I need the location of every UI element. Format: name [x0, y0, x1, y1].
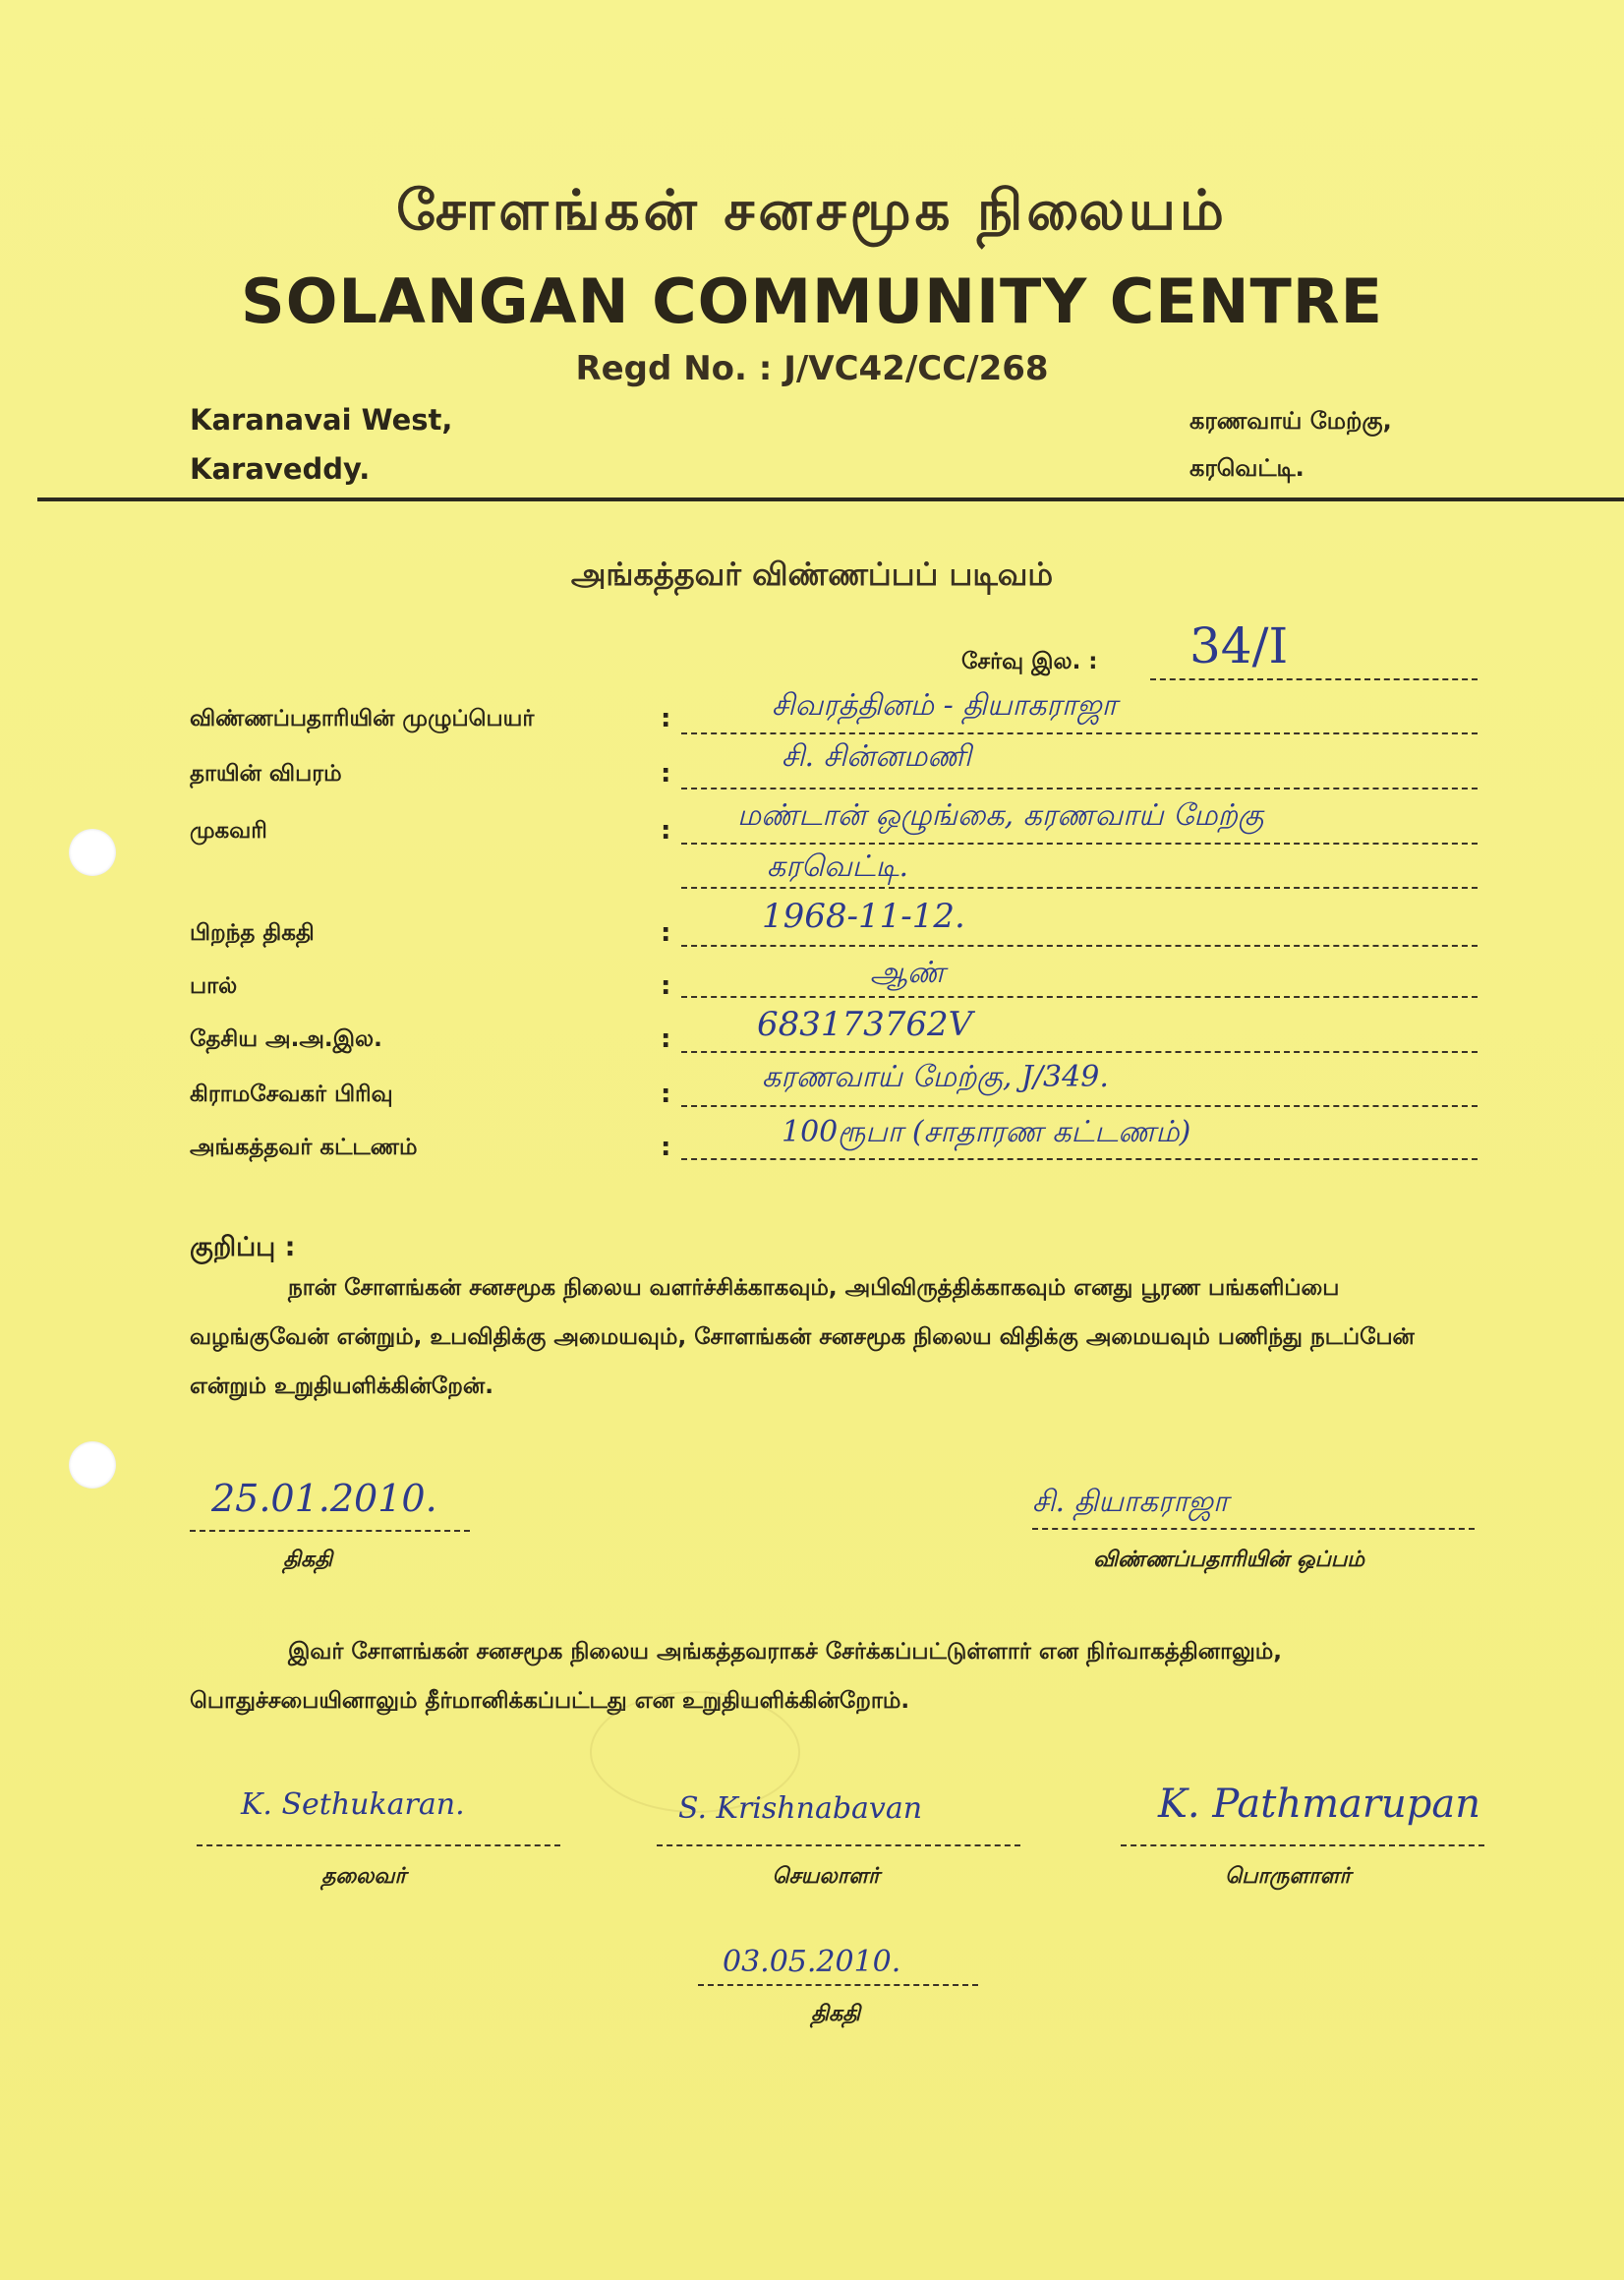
field-colon: : — [661, 1133, 671, 1162]
field-label-fullname: விண்ணப்பதாரியின் முழுப்பெயர் — [190, 706, 535, 731]
field-value-fullname: சிவரத்தினம் - தியாகராஜா — [772, 688, 1118, 723]
field-value-sex: ஆண் — [870, 956, 946, 990]
serial-label: சேர்வு இல. : — [961, 649, 1098, 674]
address-left-line2: Karaveddy. — [190, 452, 371, 486]
committee-date-line — [698, 1984, 978, 1986]
field-line — [681, 945, 1478, 947]
registration-number: Regd No. : J/VC42/CC/268 — [575, 349, 1049, 388]
applicant-signature: சி. தியாகராஜா — [1032, 1485, 1229, 1519]
note-text: நான் சோளங்கன் சனசமூக நிலைய வளர்ச்சிக்காகவும், அபிவிருத்திக்காகவும் எனது பூரண பங்களிப்பை வழங்குவேன் என்றும், உபவிதிக்கு அமையவும், சோளங்கன் சனசமூக நிலைய விதிக்கு அமையவும் பணிந்து நடப்பேன் என்றும் உறுதியளிக்கின்றேன். — [190, 1275, 1415, 1399]
header-divider — [37, 497, 1624, 501]
applicant-signature-line — [1032, 1528, 1475, 1530]
field-colon: : — [661, 704, 671, 733]
president-signature-line — [197, 1844, 560, 1846]
president-caption: தலைவர் — [321, 1864, 406, 1889]
serial-value: 34/I — [1189, 617, 1289, 674]
punch-hole-top — [69, 829, 116, 876]
field-label-nic: தேசிய அ.அ.இல. — [190, 1026, 382, 1052]
secretary-signature: S. Krishnabavan — [678, 1791, 923, 1826]
field-value-dob: 1968-11-12. — [762, 897, 965, 936]
form-title: அங்கத்தவர் விண்ணப்பப் படிவம் — [570, 555, 1054, 593]
applicant-signature-caption: விண்ணப்பதாரியின் ஒப்பம் — [1093, 1548, 1364, 1572]
address-left-line1: Karanavai West, — [190, 403, 453, 437]
applicant-date-caption: திகதி — [282, 1548, 333, 1572]
field-colon: : — [661, 816, 671, 846]
committee-statement: இவர் சோளங்கன் சனசமூக நிலைய அங்கத்தவராகச் சேர்க்கப்பட்டுள்ளார் என நிர்வாகத்தினாலும், பொதுச்சபையினாலும் தீர்மானிக்கப்பட்டது என உறுதியளிக்கின்றோம். — [190, 1639, 1283, 1714]
field-colon: : — [661, 971, 671, 1001]
field-colon: : — [661, 1080, 671, 1109]
field-value-address-line2: கரவெட்டி. — [767, 849, 909, 884]
field-colon: : — [661, 759, 671, 789]
field-line — [681, 843, 1478, 845]
field-label-mother: தாயின் விபரம் — [190, 761, 342, 787]
field-line — [681, 1105, 1478, 1107]
president-signature: K. Sethukaran. — [241, 1787, 465, 1822]
title-tamil: சோளங்கன் சனசமூக நிலையம் — [396, 179, 1228, 243]
field-label-sex: பால் — [190, 973, 238, 999]
secretary-caption: செயலாளர் — [772, 1864, 880, 1889]
title-english: SOLANGAN COMMUNITY CENTRE — [241, 265, 1383, 337]
punch-hole-bottom — [69, 1441, 116, 1489]
field-colon: : — [661, 918, 671, 948]
treasurer-caption: பொருளாளர் — [1224, 1864, 1352, 1889]
serial-line — [1150, 678, 1478, 680]
field-label-fee: அங்கத்தவர் கட்டணம் — [190, 1135, 418, 1160]
field-line — [681, 788, 1478, 789]
treasurer-signature: K. Pathmarupan — [1158, 1782, 1480, 1827]
address-right-line1: கரணவாய் மேற்கு, — [1189, 407, 1392, 435]
field-value-address: மண்டான் ஒழுங்கை, கரணவாய் மேற்கு — [737, 798, 1264, 833]
committee-date-caption: திகதி — [810, 2002, 861, 2026]
field-line — [681, 1158, 1478, 1160]
field-line — [681, 996, 1478, 998]
field-colon: : — [661, 1024, 671, 1054]
field-value-gn-division: கரணவாய் மேற்கு, J/349. — [762, 1060, 1109, 1094]
field-value-nic: 683173762V — [757, 1005, 973, 1044]
applicant-date-line — [190, 1530, 470, 1532]
note-heading: குறிப்பு : — [190, 1232, 296, 1262]
field-label-address: முகவரி — [190, 818, 267, 844]
field-value-mother: சி. சின்னமணி — [782, 739, 972, 774]
secretary-signature-line — [657, 1844, 1020, 1846]
treasurer-signature-line — [1121, 1844, 1484, 1846]
field-label-dob: பிறந்த திகதி — [190, 920, 315, 946]
field-value-fee: 100ரூபா (சாதாரண கட்டணம்) — [782, 1115, 1191, 1149]
field-line — [681, 732, 1478, 734]
field-line — [681, 1051, 1478, 1053]
field-label-gn-division: கிராமசேவகர் பிரிவு — [190, 1082, 393, 1107]
committee-date-value: 03.05.2010. — [723, 1945, 901, 1979]
address-right-line2: கரவெட்டி. — [1189, 454, 1305, 482]
applicant-date-value: 25.01.2010. — [211, 1477, 437, 1520]
